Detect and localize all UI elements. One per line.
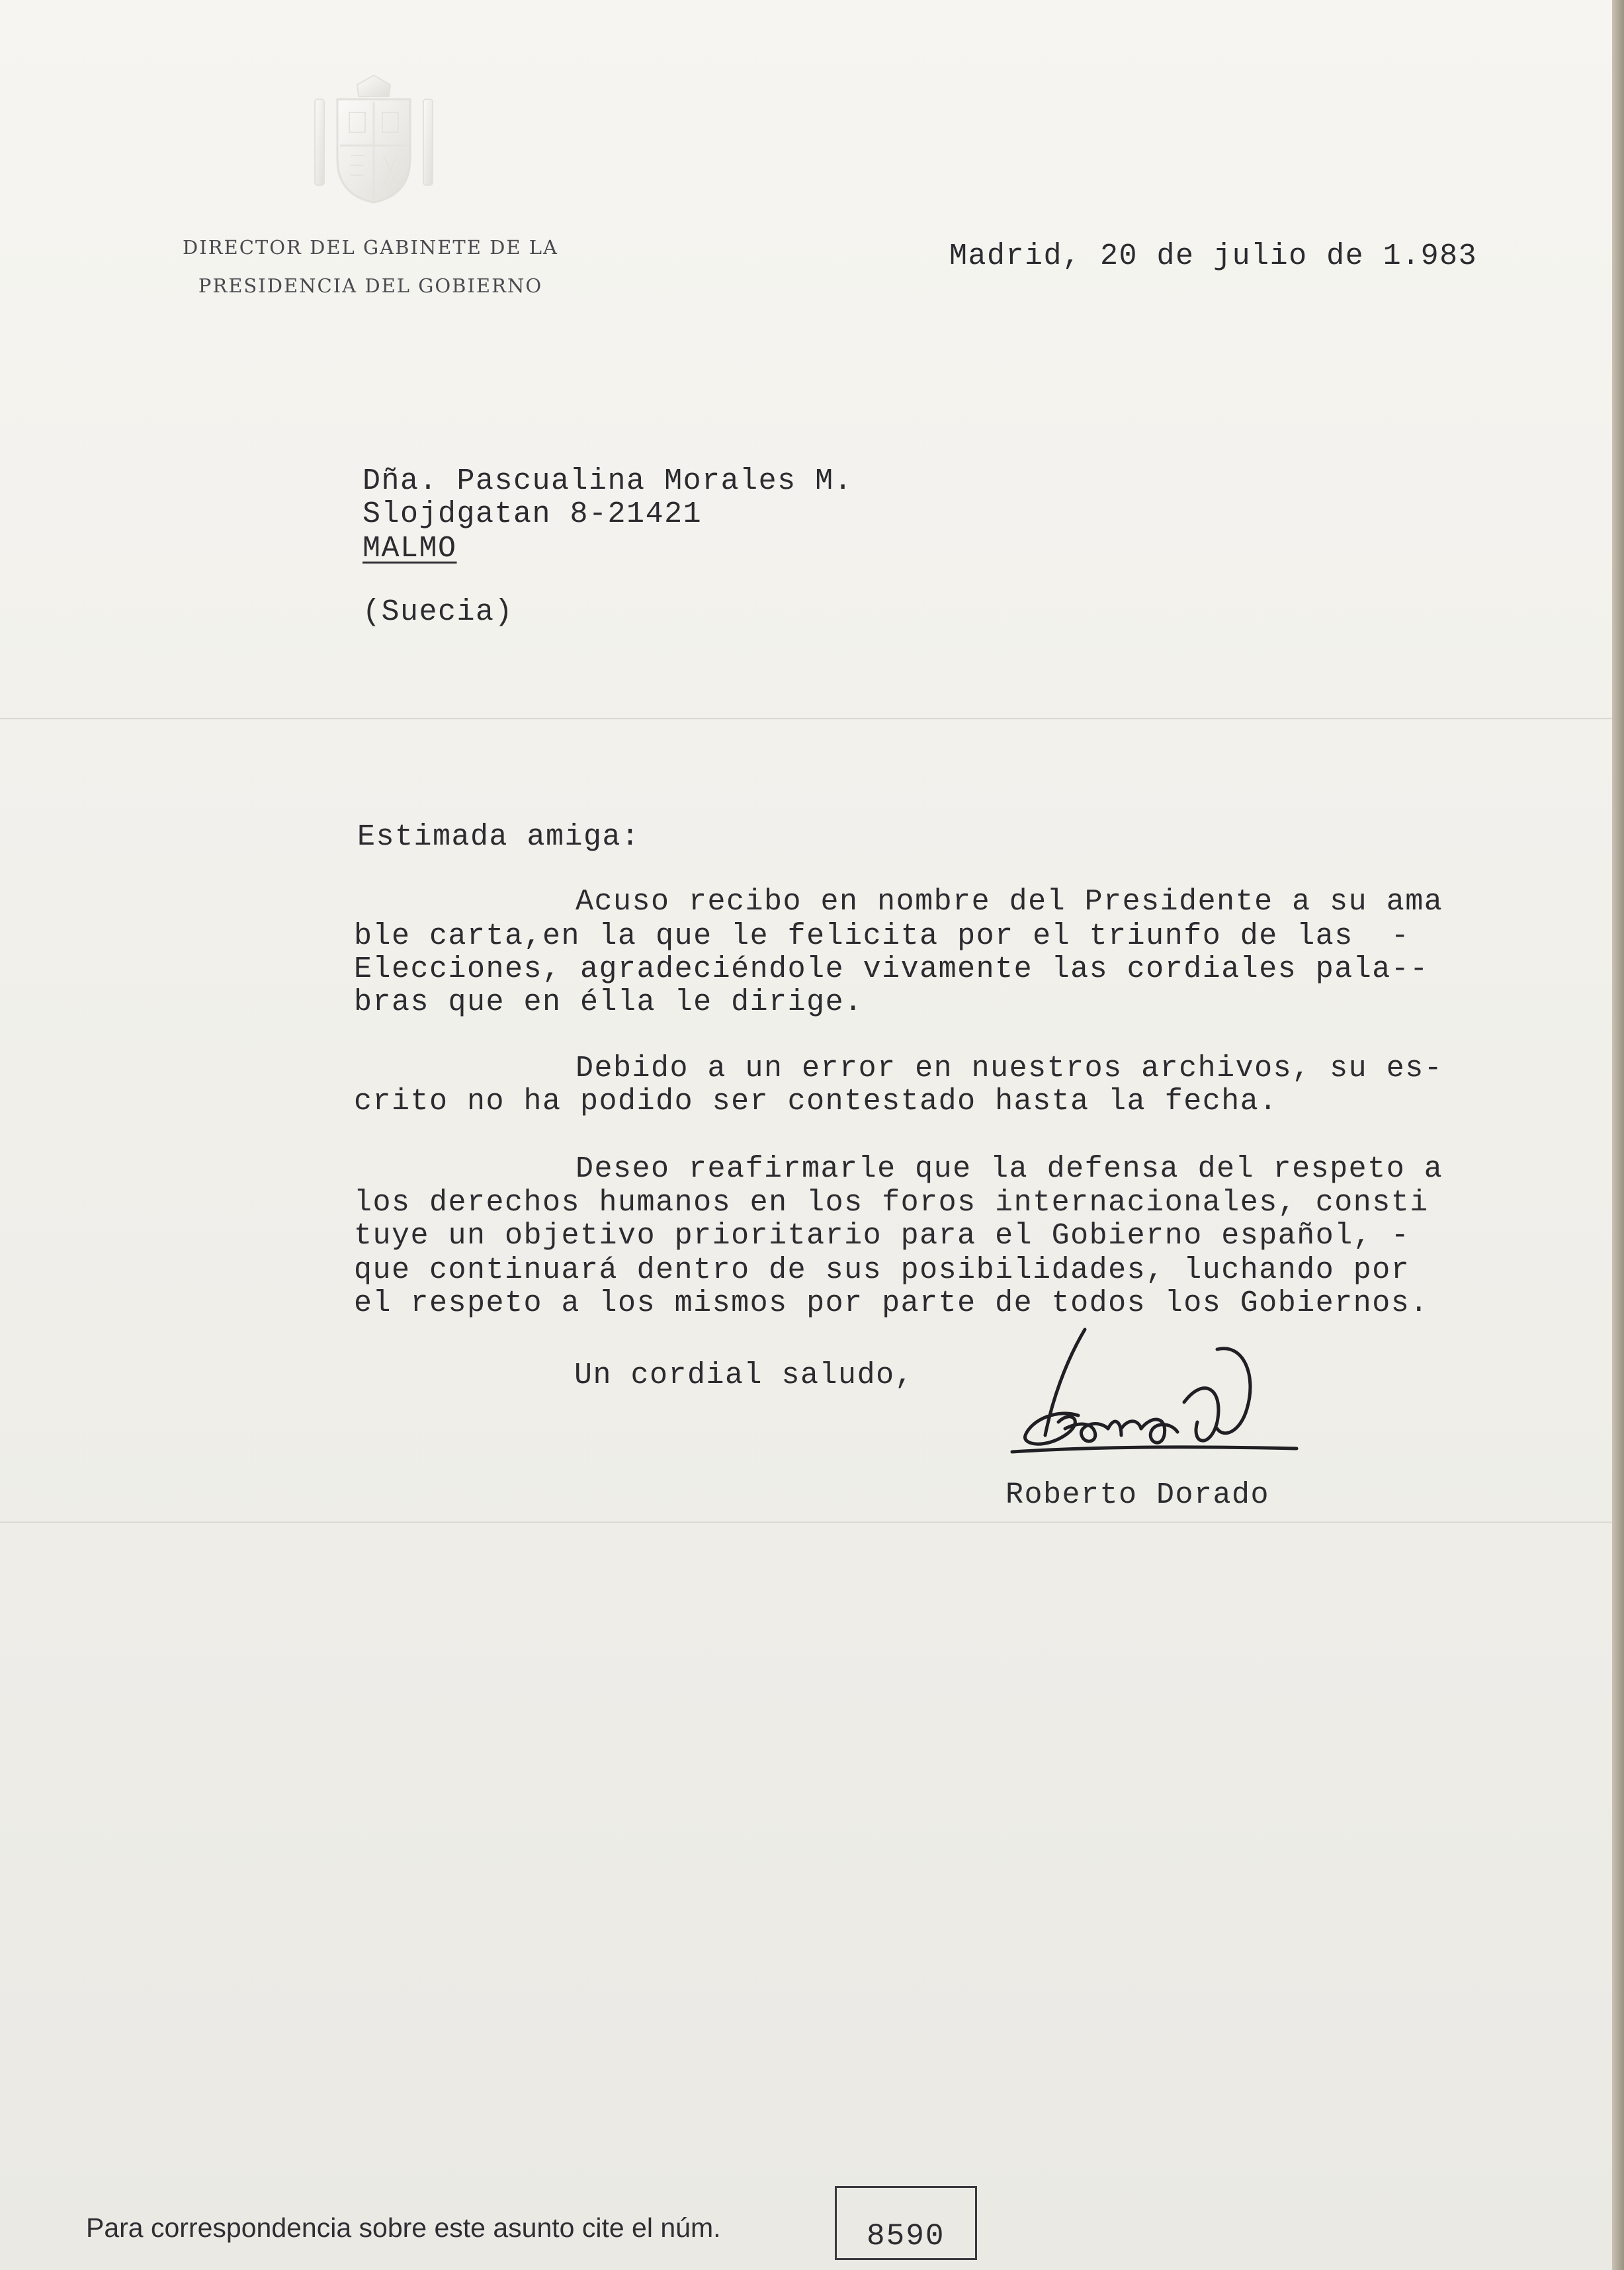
- body-line: el respeto a los mismos por parte de todos los Gobiernos.: [354, 1286, 1429, 1320]
- page-edge-shadow: [1612, 0, 1624, 2270]
- body-line: Acuso recibo en nombre del Presidente a su ama: [576, 885, 1443, 919]
- body-line: los derechos humanos en los foros internacionales, consti: [354, 1186, 1429, 1220]
- body-line: Deseo reafirmarle que la defensa del respeto a: [576, 1152, 1443, 1186]
- paper-fold-line: [0, 1521, 1612, 1523]
- body-line: que continuará dentro de sus posibilidades, luchando por: [354, 1253, 1410, 1287]
- body-line: crito no ha podido ser contestado hasta la fecha.: [354, 1085, 1278, 1118]
- body-line: Elecciones, agradeciéndole vivamente las cordiales pala--: [354, 952, 1429, 986]
- recipient-city: MALMO: [363, 532, 457, 566]
- handwritten-signature-icon: [986, 1323, 1303, 1475]
- paper-fold-line: [0, 718, 1612, 720]
- letterhead-line: PRESIDENCIA DEL GOBIERNO: [198, 274, 543, 297]
- letterhead: [139, 228, 602, 305]
- reference-number: 8590: [867, 2219, 945, 2253]
- letter-date: Madrid, 20 de julio de 1.983: [949, 239, 1478, 273]
- closing: Un cordial saludo,: [574, 1359, 914, 1392]
- salutation: Estimada amiga:: [357, 820, 640, 854]
- letterhead-line: DIRECTOR DEL GABINETE DE LA: [183, 236, 558, 259]
- recipient-country: (Suecia): [363, 595, 514, 629]
- recipient-street: Slojdgatan 8-21421: [363, 497, 703, 531]
- embossed-coat-of-arms-icon: [311, 73, 437, 205]
- footer-reference-text: Para correspondencia sobre este asunto cite el núm.: [86, 2212, 721, 2243]
- body-line: bras que en élla le dirige.: [354, 986, 863, 1019]
- body-line: ble carta,en la que le felicita por el triunfo de las -: [354, 919, 1410, 953]
- signer-name: Roberto Dorado: [1005, 1478, 1270, 1512]
- body-line: Debido a un error en nuestros archivos, su es-: [576, 1052, 1443, 1085]
- recipient-name: Dña. Pascualina Morales M.: [363, 464, 853, 498]
- body-line: tuye un objetivo prioritario para el Gobierno español, -: [354, 1219, 1410, 1253]
